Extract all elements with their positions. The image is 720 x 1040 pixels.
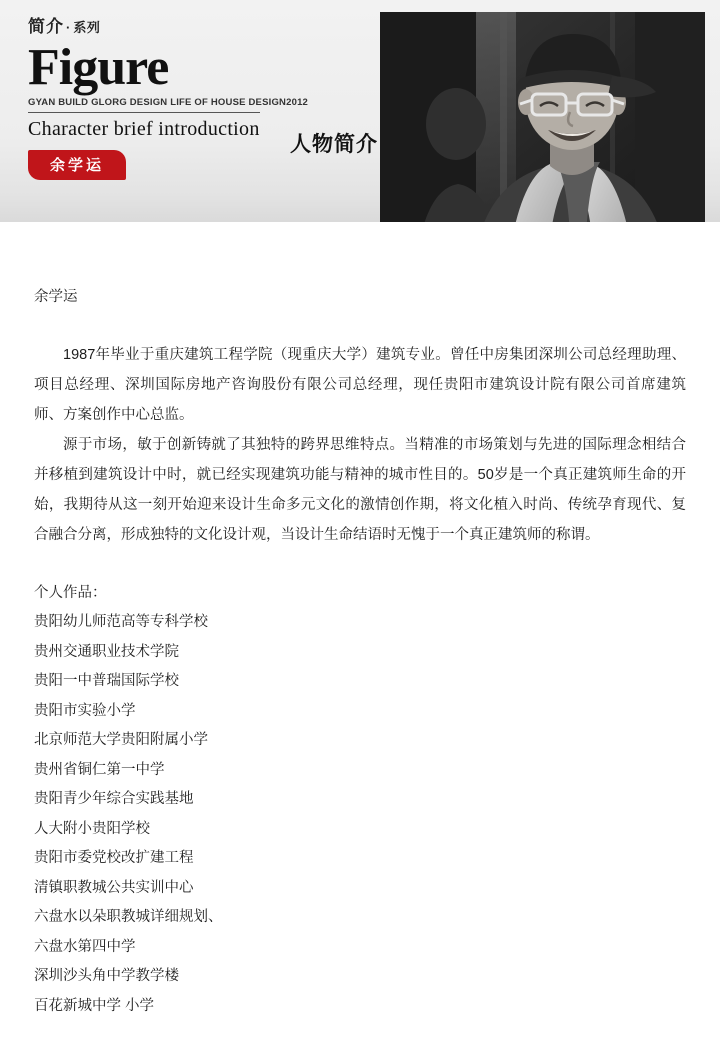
header-kicker-main: 简介: [28, 17, 64, 36]
list-item: 北京师范大学贵阳附属小学: [34, 732, 208, 748]
header-kicker-dot: ·: [66, 20, 72, 35]
list-item: 百花新城中学 小学: [34, 997, 155, 1014]
list-item: 人大附小贵阳学校: [34, 820, 150, 837]
list-item: 贵阳幼儿师范高等专科学校: [34, 614, 208, 630]
portrait-photo-graphic: [380, 12, 705, 222]
list-item: 贵阳市实验小学: [34, 702, 136, 719]
list-item: 六盘水第四中学: [34, 938, 136, 955]
list-item: 贵阳青少年综合实践基地: [34, 791, 194, 807]
portrait-photo: [380, 12, 705, 222]
name-badge: 余学运: [28, 150, 126, 180]
header-subtitle-cn: 人物简介: [290, 133, 378, 156]
works-section-title: 个人作品：: [34, 585, 107, 601]
bio-paragraph-1: 1987年毕业于重庆建筑工程学院（现重庆大学）建筑专业。曾任中房集团深圳公司总经理助理、项目总经理、深圳国际房地产咨询股份有限公司总经理，现任贵阳市建筑设计院有限公司首席建筑师、方案创作中心总监。: [34, 347, 686, 423]
list-item: 深圳沙头角中学教学楼: [34, 968, 179, 984]
figure-wordmark: Figure: [28, 39, 169, 96]
list-item: 贵州省铜仁第一中学: [34, 761, 165, 778]
header-microtext: GYAN BUILD GLORG DESIGN LIFE OF HOUSE DESIGN2012: [28, 97, 309, 108]
bio-paragraph-2: 源于市场，敏于创新铸就了其独特的跨界思维特点。当精准的市场策划与先进的国际理念相结合并移植到建筑设计中时，就已经实现建筑功能与精神的城市性目的。50岁是一个真正建筑师生命的开始，我期待从这一刻开始迎来设计生命多元文化的激情创作期，将文化植入时尚、传统孕育现代、复合融合分离，形成独特的文化设计观，当设计生命结语时无愧于一个真正建筑师的称谓。: [34, 437, 686, 543]
header-divider: [28, 112, 260, 113]
header-subtitle-en: Character brief introduction: [28, 118, 260, 140]
person-name: 余学运: [34, 289, 78, 305]
list-item: 贵阳一中普瑞国际学校: [34, 673, 179, 689]
document-body: [0, 282, 720, 1021]
header-kicker: [28, 18, 368, 35]
list-item: 贵州交通职业技术学院: [34, 643, 179, 660]
list-item: 六盘水以朵职教城详细规划、: [34, 909, 223, 925]
list-item: 清镇职教城公共实训中心: [34, 879, 194, 896]
header-banner: [0, 0, 720, 222]
works-list: [34, 608, 686, 1021]
list-item: 贵阳市委党校改扩建工程: [34, 850, 194, 866]
header-kicker-series: 系列: [73, 20, 101, 35]
